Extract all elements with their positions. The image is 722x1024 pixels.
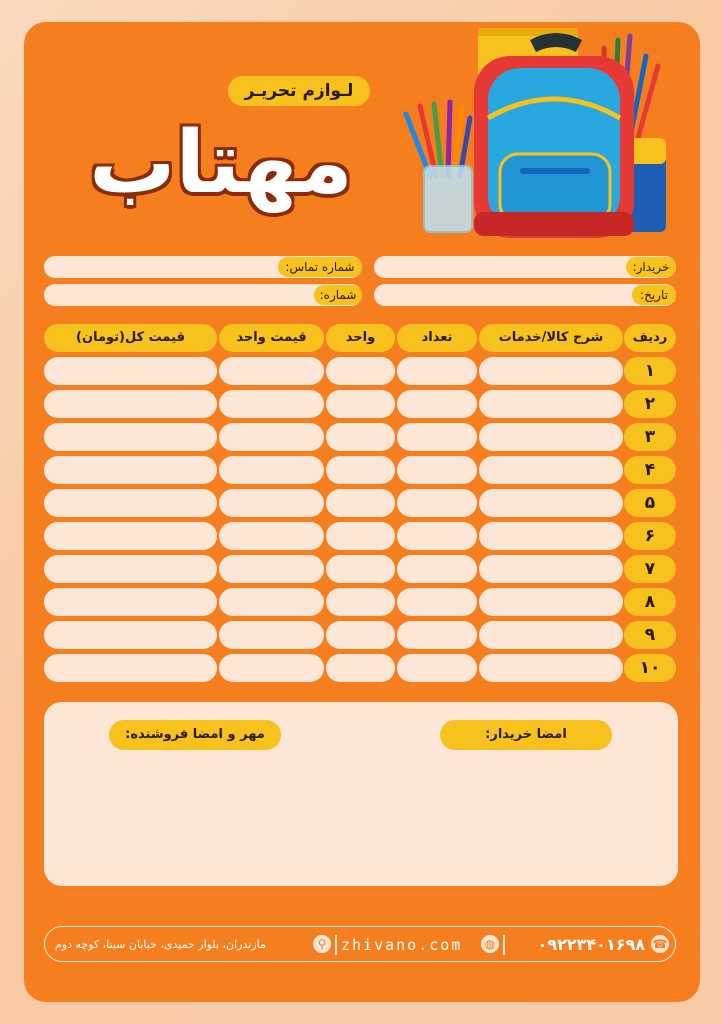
- row-number: ۱: [624, 357, 676, 385]
- row-number: ۸: [624, 588, 676, 616]
- col-header-unit: واحد: [326, 324, 395, 352]
- quantity-cell[interactable]: [397, 489, 477, 517]
- globe-icon: ◍: [481, 935, 499, 953]
- description-cell[interactable]: [479, 489, 623, 517]
- backpack-pencils-illustration: [400, 26, 672, 240]
- unit-price-cell[interactable]: [219, 456, 324, 484]
- brand-title: مهتاب: [89, 113, 353, 213]
- description-cell[interactable]: [479, 555, 623, 583]
- date-field[interactable]: [374, 284, 676, 306]
- row-number: ۴: [624, 456, 676, 484]
- total-price-cell[interactable]: [44, 654, 217, 682]
- quantity-cell[interactable]: [397, 654, 477, 682]
- unit-cell[interactable]: [326, 390, 395, 418]
- unit-cell[interactable]: [326, 456, 395, 484]
- quantity-cell[interactable]: [397, 522, 477, 550]
- description-cell[interactable]: [479, 456, 623, 484]
- total-price-cell[interactable]: [44, 621, 217, 649]
- total-price-cell[interactable]: [44, 423, 217, 451]
- quantity-cell[interactable]: [397, 621, 477, 649]
- unit-cell[interactable]: [326, 522, 395, 550]
- unit-price-cell[interactable]: [219, 390, 324, 418]
- quantity-cell[interactable]: [397, 390, 477, 418]
- unit-price-cell[interactable]: [219, 522, 324, 550]
- row-number: ۷: [624, 555, 676, 583]
- unit-cell[interactable]: [326, 621, 395, 649]
- quantity-cell[interactable]: [397, 456, 477, 484]
- total-price-cell[interactable]: [44, 555, 217, 583]
- row-number: ۶: [624, 522, 676, 550]
- unit-price-cell[interactable]: [219, 621, 324, 649]
- footer-phone[interactable]: ۰۹۲۲۳۴۰۱۶۹۸: [537, 935, 645, 954]
- description-cell[interactable]: [479, 357, 623, 385]
- quantity-cell[interactable]: [397, 555, 477, 583]
- description-cell[interactable]: [479, 654, 623, 682]
- unit-price-cell[interactable]: [219, 489, 324, 517]
- total-price-cell[interactable]: [44, 456, 217, 484]
- description-cell[interactable]: [479, 423, 623, 451]
- seller-signature-label: مهر و امضا فروشنده:: [109, 720, 281, 750]
- unit-price-cell[interactable]: [219, 588, 324, 616]
- contact-footer: [44, 926, 676, 962]
- col-header-unit-price: قیمت واحد: [219, 324, 324, 352]
- row-number: ۹: [624, 621, 676, 649]
- footer-divider: [335, 935, 337, 955]
- unit-price-cell[interactable]: [219, 654, 324, 682]
- description-cell[interactable]: [479, 522, 623, 550]
- unit-cell[interactable]: [326, 588, 395, 616]
- total-price-cell[interactable]: [44, 588, 217, 616]
- col-header-total-price: قیمت کل(تومان): [44, 324, 217, 352]
- total-price-cell[interactable]: [44, 522, 217, 550]
- unit-cell[interactable]: [326, 357, 395, 385]
- number-label: شماره:: [314, 285, 362, 305]
- unit-cell[interactable]: [326, 423, 395, 451]
- location-pin-icon: ⚲: [313, 935, 331, 953]
- col-header-description: شرح کالا/خدمات: [479, 324, 623, 352]
- unit-cell[interactable]: [326, 489, 395, 517]
- date-label: تاریخ:: [632, 285, 676, 305]
- description-cell[interactable]: [479, 390, 623, 418]
- footer-website[interactable]: zhivano.com: [341, 936, 463, 954]
- total-price-cell[interactable]: [44, 357, 217, 385]
- row-number: ۳: [624, 423, 676, 451]
- row-number: ۱۰: [624, 654, 676, 682]
- quantity-cell[interactable]: [397, 588, 477, 616]
- col-header-quantity: تعداد: [397, 324, 477, 352]
- col-header-row: ردیف: [624, 324, 676, 352]
- quantity-cell[interactable]: [397, 423, 477, 451]
- quantity-cell[interactable]: [397, 357, 477, 385]
- row-number: ۲: [624, 390, 676, 418]
- total-price-cell[interactable]: [44, 489, 217, 517]
- unit-price-cell[interactable]: [219, 357, 324, 385]
- unit-cell[interactable]: [326, 654, 395, 682]
- buyer-signature-label: امضا خریدار:: [440, 720, 612, 750]
- row-number: ۵: [624, 489, 676, 517]
- footer-address: مازندران، بلوار حمیدی، خیابان سینا، کوچه دوم: [55, 938, 266, 951]
- phone-icon: ☎: [652, 937, 668, 951]
- total-price-cell[interactable]: [44, 390, 217, 418]
- subtitle-badge: لـوازم تحریـر: [228, 76, 370, 106]
- footer-divider: [503, 935, 505, 955]
- buyer-label: خریدار:: [626, 257, 676, 277]
- contact-label: شماره تماس:: [278, 257, 362, 277]
- description-cell[interactable]: [479, 621, 623, 649]
- unit-price-cell[interactable]: [219, 555, 324, 583]
- unit-cell[interactable]: [326, 555, 395, 583]
- description-cell[interactable]: [479, 588, 623, 616]
- unit-price-cell[interactable]: [219, 423, 324, 451]
